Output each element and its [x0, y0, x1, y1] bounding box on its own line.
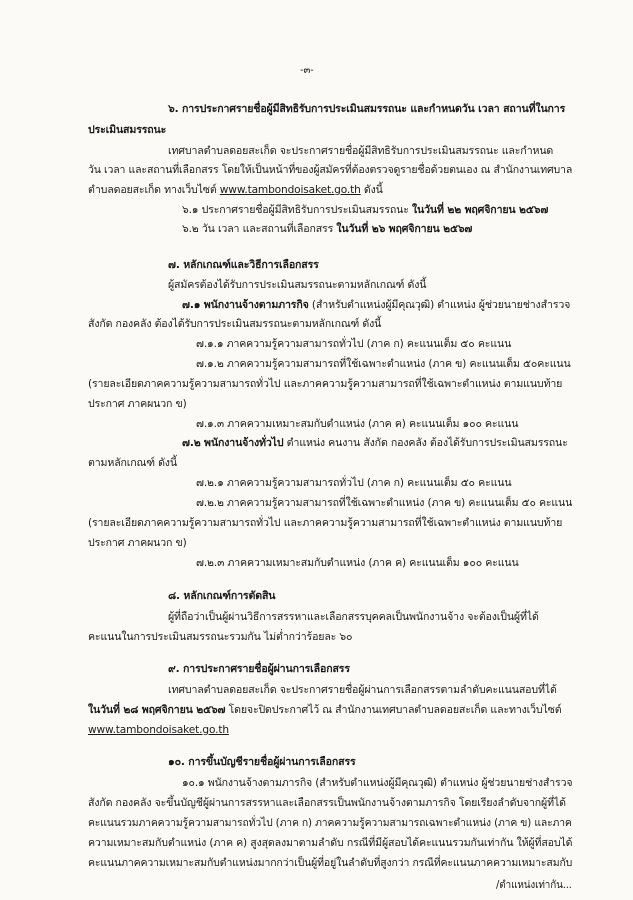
- section-8-para-line: คะแนนในการประเมินสมรรถนะรวมกัน ไม่ต่ำกว่าร้อยละ ๖๐: [88, 631, 353, 643]
- section-10-para-line: คะแนนรวมภาคความรู้ความสามารถทั่วไป (ภาค ก) ภาคความรู้ความสามารถเฉพาะตำแหน่ง (ภาค ข) และภาค: [88, 817, 572, 829]
- section-7-intro: ผู้สมัครต้องได้รับการประเมินสมรรถนะตามหลักเกณฑ์ ดังนี้: [168, 279, 427, 291]
- section-10-para-line: ๑๐.๑ พนักงานจ้างตามภารกิจ (สำหรับตำแหน่งผู้มีคุณวุฒิ) ตำแหน่ง ผู้ช่วยนายช่างสำรวจ: [182, 777, 573, 789]
- section-7-heading: ๗. หลักเกณฑ์และวิธีการเลือกสรร: [168, 259, 319, 271]
- section-7-1-2-cont: ประกาศ ภาคผนวก ข): [88, 398, 187, 410]
- section-7-2-line: ตามหลักเกณฑ์ ดังนี้: [88, 457, 177, 469]
- website-link[interactable]: www.tambondoisaket.go.th: [219, 184, 361, 196]
- section-8-heading: ๘. หลักเกณฑ์การตัดสิน: [168, 590, 276, 602]
- section-6-heading-cont: ประเมินสมรรถนะ: [88, 124, 167, 136]
- section-10-para-line: ความเหมาะสมกับตำแหน่ง (ภาค ค) สูงสุดลงมาตามลำดับ กรณีที่มีผู้สอบได้คะแนนรวมกันเท่ากัน ให้ผู้ที่สอบได้: [88, 837, 573, 849]
- section-10-para-line: คะแนนภาคความเหมาะสมกับตำแหน่งมากกว่าเป็นผู้ที่อยู่ในลำดับที่สูงกว่า กรณีที่คะแนนภาคความเหมาะสมกับ: [88, 857, 573, 869]
- section-7-1-2-cont: (รายละเอียดภาคความรู้ความสามารถทั่วไป และภาคความรู้ความสามารถที่ใช้เฉพาะตำแหน่ง ตามแนบท้าย: [88, 378, 563, 390]
- website-link[interactable]: www.tambondoisaket.go.th: [88, 724, 229, 736]
- section-7-2-line: ๗.๒ พนักงานจ้างทั่วไป ตำแหน่ง คนงาน สังกัด กองคลัง ต้องได้รับการประเมินสมรรถนะ: [182, 437, 568, 449]
- page-number: -๓-: [300, 65, 314, 76]
- section-7-2-2-cont: (รายละเอียดภาคความรู้ความสามารถทั่วไป และภาคความรู้ความสามารถที่ใช้เฉพาะตำแหน่ง ตามแนบท้าย: [88, 517, 563, 529]
- section-7-1-1: ๗.๑.๑ ภาคความรู้ความสามารถทั่วไป (ภาค ก) คะแนนเต็ม ๕๐ คะแนน: [196, 338, 512, 350]
- section-8-para-line: ผู้ที่ถือว่าเป็นผู้ผ่านวิธีการสรรหาและเลือกสรรบุคคลเป็นพนักงานจ้าง จะต้องเป็นผู้ที่ได้: [168, 611, 539, 623]
- selection-date: ในวันที่ ๒๖ พฤศจิกายน ๒๕๖๗: [336, 223, 473, 235]
- section-7-2-2-cont: ประกาศ ภาคผนวก ข): [88, 537, 187, 549]
- section-7-1-3: ๗.๑.๓ ภาคความเหมาะสมกับตำแหน่ง (ภาค ค) คะแนนเต็ม ๑๐๐ คะแนน: [196, 418, 519, 430]
- continuation-note: /ตำแหน่งเท่ากัน...: [496, 879, 572, 891]
- section-7-2-2: ๗.๒.๒ ภาคความรู้ความสามารถที่ใช้เฉพาะตำแหน่ง (ภาค ข) คะแนนเต็ม ๕๐ คะแนน: [196, 497, 573, 509]
- announce-date: ในวันที่ ๒๒ พฤศจิกายน ๒๕๖๗: [412, 204, 549, 216]
- section-10-heading: ๑๐. การขึ้นบัญชีรายชื่อผู้ผ่านการเลือกสรร: [168, 756, 356, 768]
- section-7-2-3: ๗.๒.๓ ภาคความเหมาะสมกับตำแหน่ง (ภาค ค) คะแนนเต็ม ๑๐๐ คะแนน: [196, 557, 519, 569]
- section-6-para-line: เทศบาลตำบลดอยสะเก็ด จะประกาศรายชื่อผู้มีสิทธิรับการประเมินสมรรถนะ และกำหนด: [168, 145, 554, 157]
- section-6-para-line: วัน เวลา และสถานที่เลือกสรร โดยให้เป็นหน้าที่ของผู้สมัครที่ต้องตรวจดูรายชื่อด้วยตนเอง ณ สำนักงานเทศบาล: [88, 164, 573, 176]
- section-7-1-line: ๗.๑ พนักงานจ้างตามภารกิจ (สำหรับตำแหน่งผู้มีคุณวุฒิ) ตำแหน่ง ผู้ช่วยนายช่างสำรวจ: [182, 299, 571, 311]
- section-10-para-line: สังกัด กองคลัง จะขึ้นบัญชีผู้ผ่านการสรรหาและเลือกสรรเป็นพนักงานจ้างตามภารกิจ โดยเรียงลำดับจากผู้ที่ได้: [88, 797, 566, 809]
- section-6-item-2: ๖.๒ วัน เวลา และสถานที่เลือกสรร ในวันที่ ๒๖ พฤศจิกายน ๒๕๖๗: [182, 223, 473, 235]
- section-9-para-line: ในวันที่ ๒๘ พฤศจิกายน ๒๕๖๗ โดยจะปิดประกาศไว้ ณ สำนักงานเทศบาลตำบลดอยสะเก็ด และทางเว็บไซต์: [88, 704, 562, 716]
- section-6-para-line: ตำบลดอยสะเก็ด ทางเว็บไซต์ www.tambondoisaket.go.th ดังนี้: [88, 184, 383, 196]
- section-9-para-line: เทศบาลตำบลดอยสะเก็ด จะประกาศรายชื่อผู้ผ่านการเลือกสรรตามลำดับคะแนนสอบที่ได้: [168, 684, 557, 696]
- section-7-1-2: ๗.๑.๒ ภาคความรู้ความสามารถที่ใช้เฉพาะตำแหน่ง (ภาค ข) คะแนนเต็ม ๕๐คะแนน: [196, 358, 571, 370]
- section-7-2-1: ๗.๒.๑ ภาคความรู้ความสามารถทั่วไป (ภาค ก) คะแนนเต็ม ๕๐ คะแนน: [196, 477, 512, 489]
- result-date: ในวันที่ ๒๘ พฤศจิกายน ๒๕๖๗: [88, 704, 226, 716]
- section-9-heading: ๙. การประกาศรายชื่อผู้ผ่านการเลือกสรร: [168, 663, 350, 675]
- section-6-heading: ๖. การประกาศรายชื่อผู้มีสิทธิรับการประเมินสมรรถนะ และกำหนดวัน เวลา สถานที่ในการ: [168, 103, 566, 115]
- section-6-item-1: ๖.๑ ประกาศรายชื่อผู้มีสิทธิรับการประเมินสมรรถนะ ในวันที่ ๒๒ พฤศจิกายน ๒๕๖๗: [182, 204, 549, 216]
- section-7-1-line: สังกัด กองคลัง ต้องได้รับการประเมินสมรรถนะตามหลักเกณฑ์ ดังนี้: [88, 318, 382, 330]
